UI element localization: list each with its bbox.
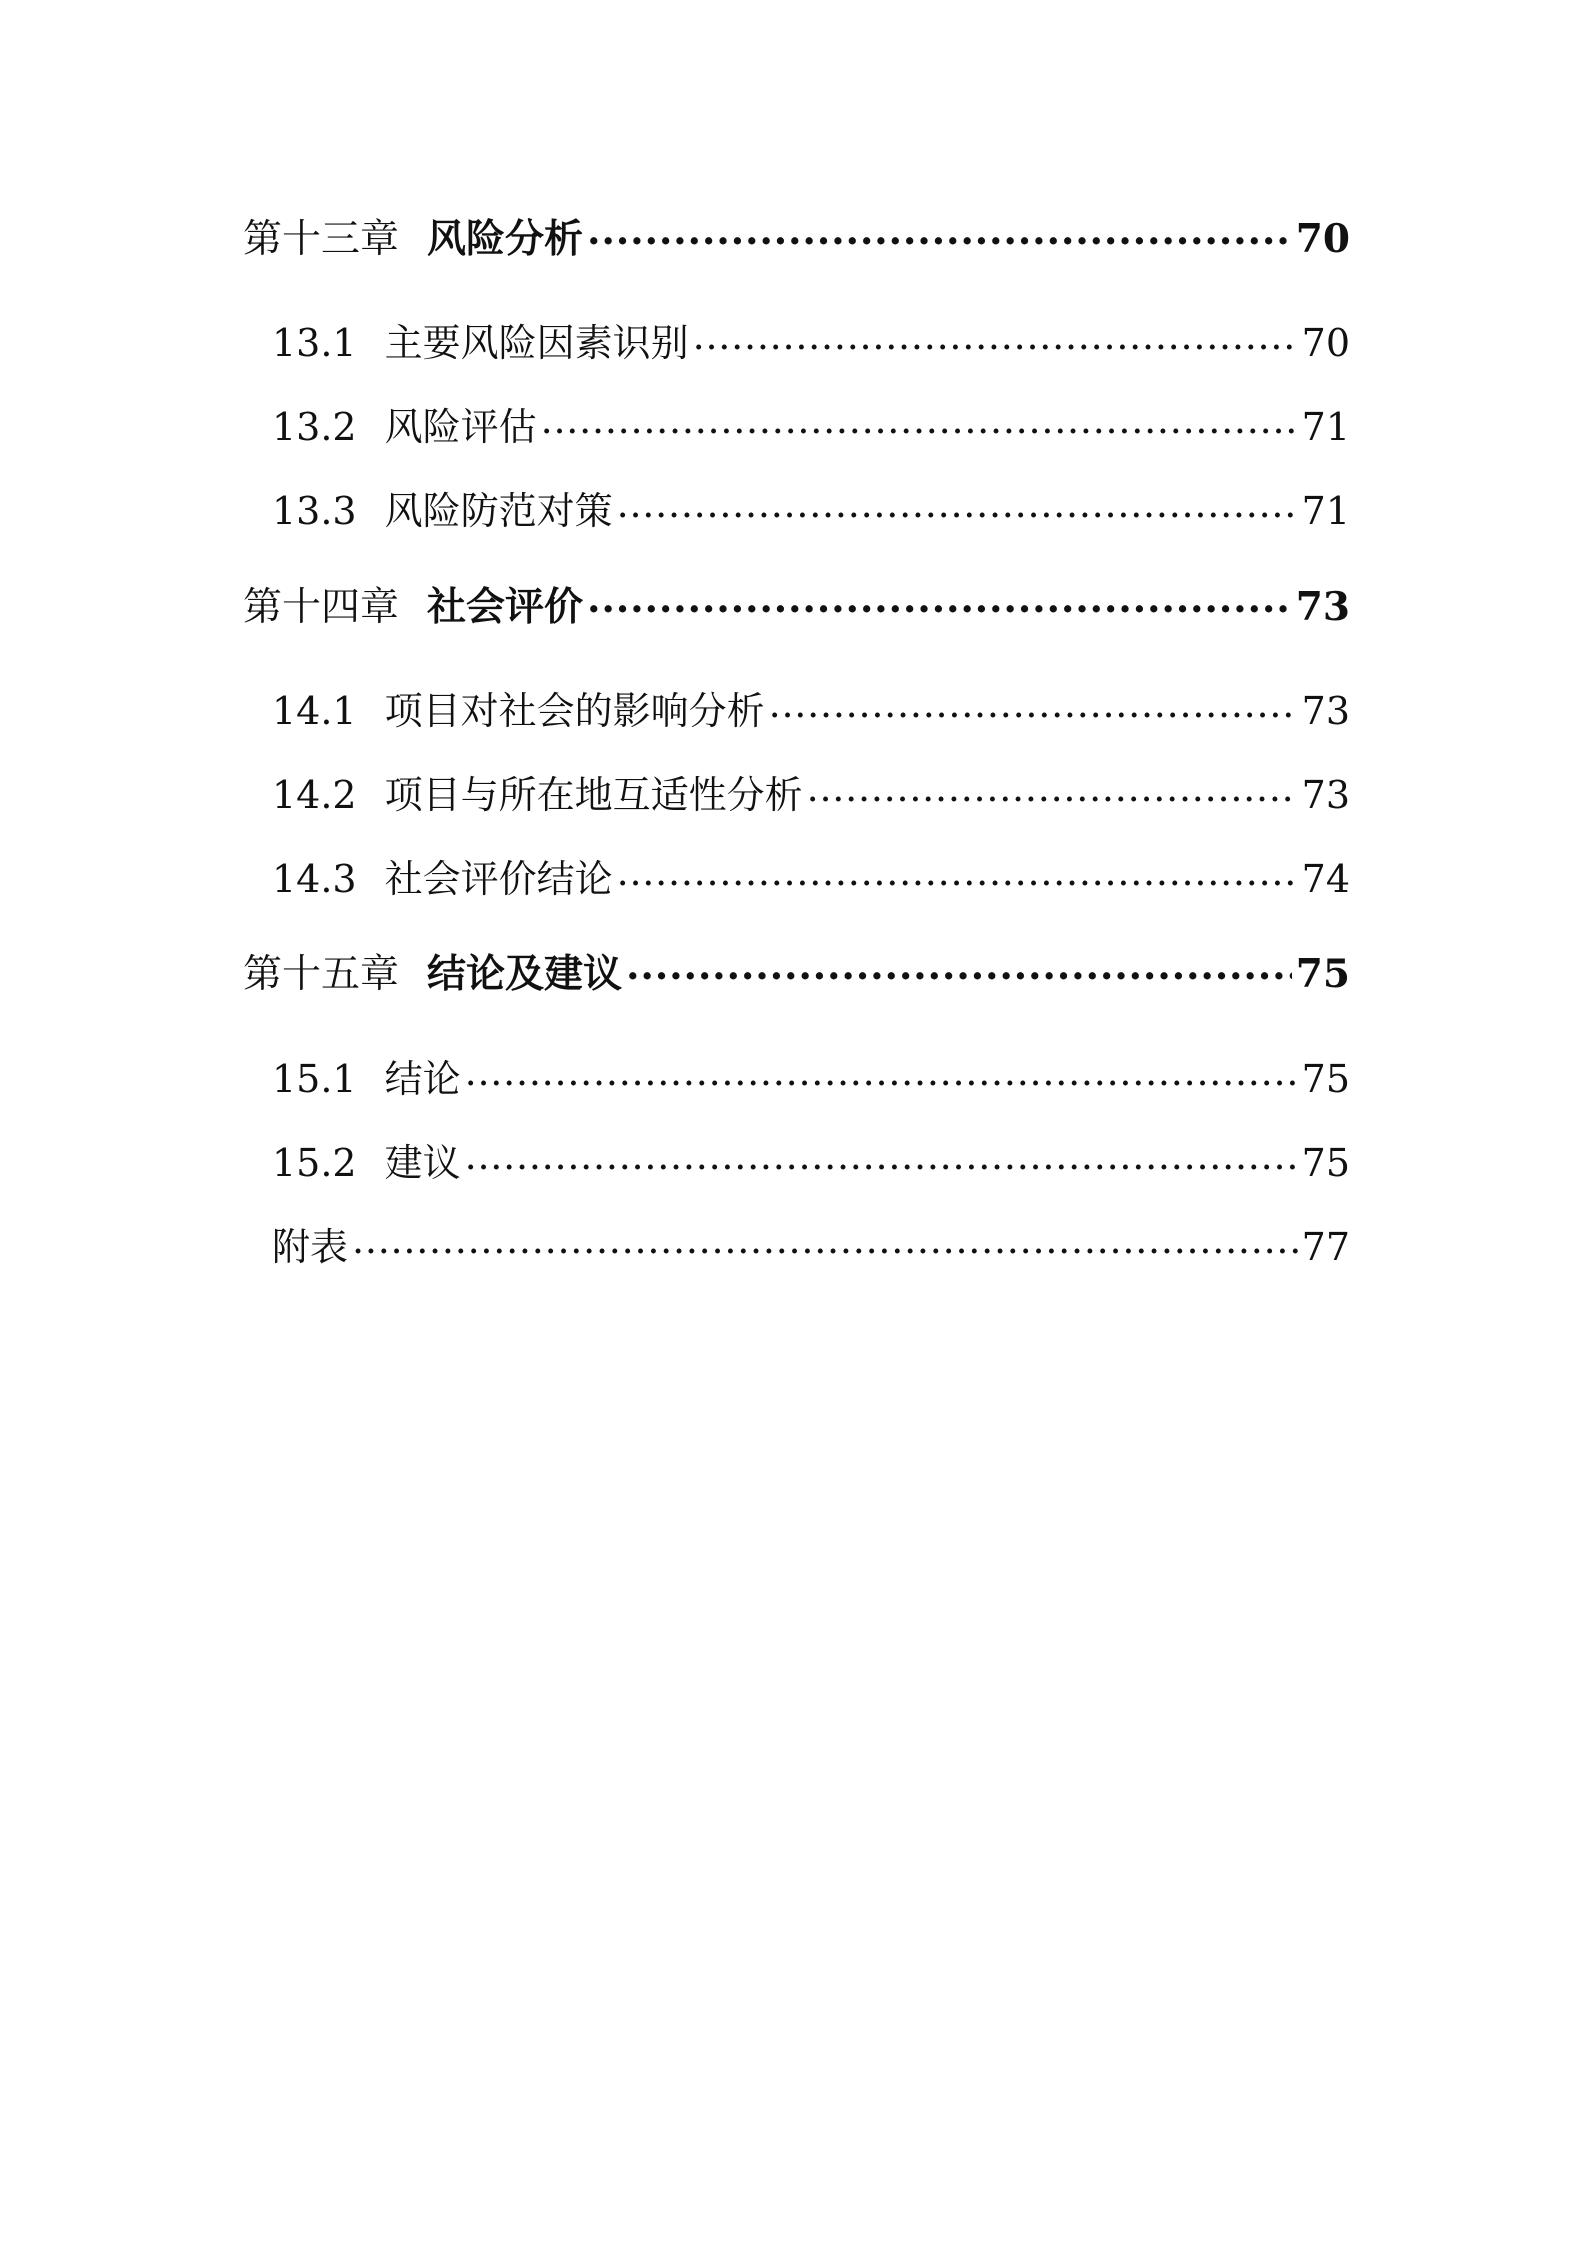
toc-entry-page: 70: [1295, 216, 1350, 262]
toc-dot-leader: [541, 402, 1298, 440]
toc-entry-page: 73: [1301, 773, 1350, 817]
toc-section-15-1[interactable]: [272, 1048, 1350, 1103]
toc-entry-title: 建议: [384, 1141, 461, 1185]
toc-dot-leader: [807, 770, 1298, 808]
toc-entry-number: 14.1: [272, 689, 357, 733]
toc-entry-title: 社会评价: [427, 584, 584, 630]
toc-dot-leader: [587, 213, 1292, 252]
toc-dot-leader: [769, 686, 1298, 724]
toc-entry-number: 第十四章: [243, 585, 400, 630]
toc-entry-title: 风险分析: [427, 216, 584, 262]
toc-entry-title: 附表: [272, 1225, 349, 1269]
toc-entry-page: 75: [1301, 1141, 1350, 1185]
toc-section-15-2[interactable]: [272, 1132, 1350, 1187]
toc-dot-leader: [626, 948, 1292, 987]
toc-entry-title: 项目与所在地互适性分析: [384, 773, 803, 817]
toc-entry-page: 77: [1301, 1225, 1350, 1269]
toc-dot-leader: [352, 1222, 1298, 1260]
toc-entry-page: 74: [1301, 857, 1350, 901]
toc-entry-page: 75: [1301, 1057, 1350, 1101]
toc-dot-leader: [465, 1138, 1298, 1176]
toc-entry-title: 风险评估: [384, 405, 537, 449]
toc-section-13-3[interactable]: [272, 480, 1350, 535]
toc-entry-number: 15.1: [272, 1057, 357, 1101]
toc-appendix[interactable]: [272, 1216, 1350, 1271]
toc-dot-leader: [693, 318, 1298, 356]
toc-entry-number: 13.2: [272, 405, 357, 449]
toc-dot-leader: [617, 486, 1298, 524]
toc-entry-number: 13.1: [272, 321, 357, 365]
toc-chapter-13[interactable]: [243, 208, 1350, 264]
toc-entry-title: 主要风险因素识别: [384, 321, 689, 365]
toc-entry-title: 风险防范对策: [384, 489, 613, 533]
toc-section-14-2[interactable]: [272, 764, 1350, 819]
toc-entry-title: 项目对社会的影响分析: [384, 689, 765, 733]
toc-dot-leader: [617, 854, 1298, 892]
toc-entry-number: 13.3: [272, 489, 357, 533]
toc-entry-title: 结论及建议: [427, 951, 623, 997]
toc-chapter-15[interactable]: [243, 943, 1350, 999]
toc-chapter-14[interactable]: [243, 576, 1350, 632]
toc-entry-title: 社会评价结论: [384, 857, 613, 901]
toc-dot-leader: [465, 1054, 1298, 1092]
toc-entry-page: 70: [1301, 321, 1350, 365]
toc-entry-number: 第十五章: [243, 952, 400, 997]
toc-entry-number: 14.3: [272, 857, 357, 901]
toc-section-13-1[interactable]: [272, 312, 1350, 367]
toc-section-14-1[interactable]: [272, 680, 1350, 735]
toc-section-13-2[interactable]: [272, 396, 1350, 451]
toc-entry-number: 15.2: [272, 1141, 357, 1185]
toc-entry-page: 73: [1295, 584, 1350, 630]
toc-entry-title: 结论: [384, 1057, 461, 1101]
toc-entry-number: 第十三章: [243, 217, 400, 262]
toc-entry-page: 75: [1295, 951, 1350, 997]
toc-entry-page: 71: [1301, 489, 1350, 533]
toc-section-14-3[interactable]: [272, 848, 1350, 903]
toc-entry-page: 71: [1301, 405, 1350, 449]
toc-entry-number: 14.2: [272, 773, 357, 817]
toc-dot-leader: [587, 581, 1292, 620]
toc-entry-page: 73: [1301, 689, 1350, 733]
